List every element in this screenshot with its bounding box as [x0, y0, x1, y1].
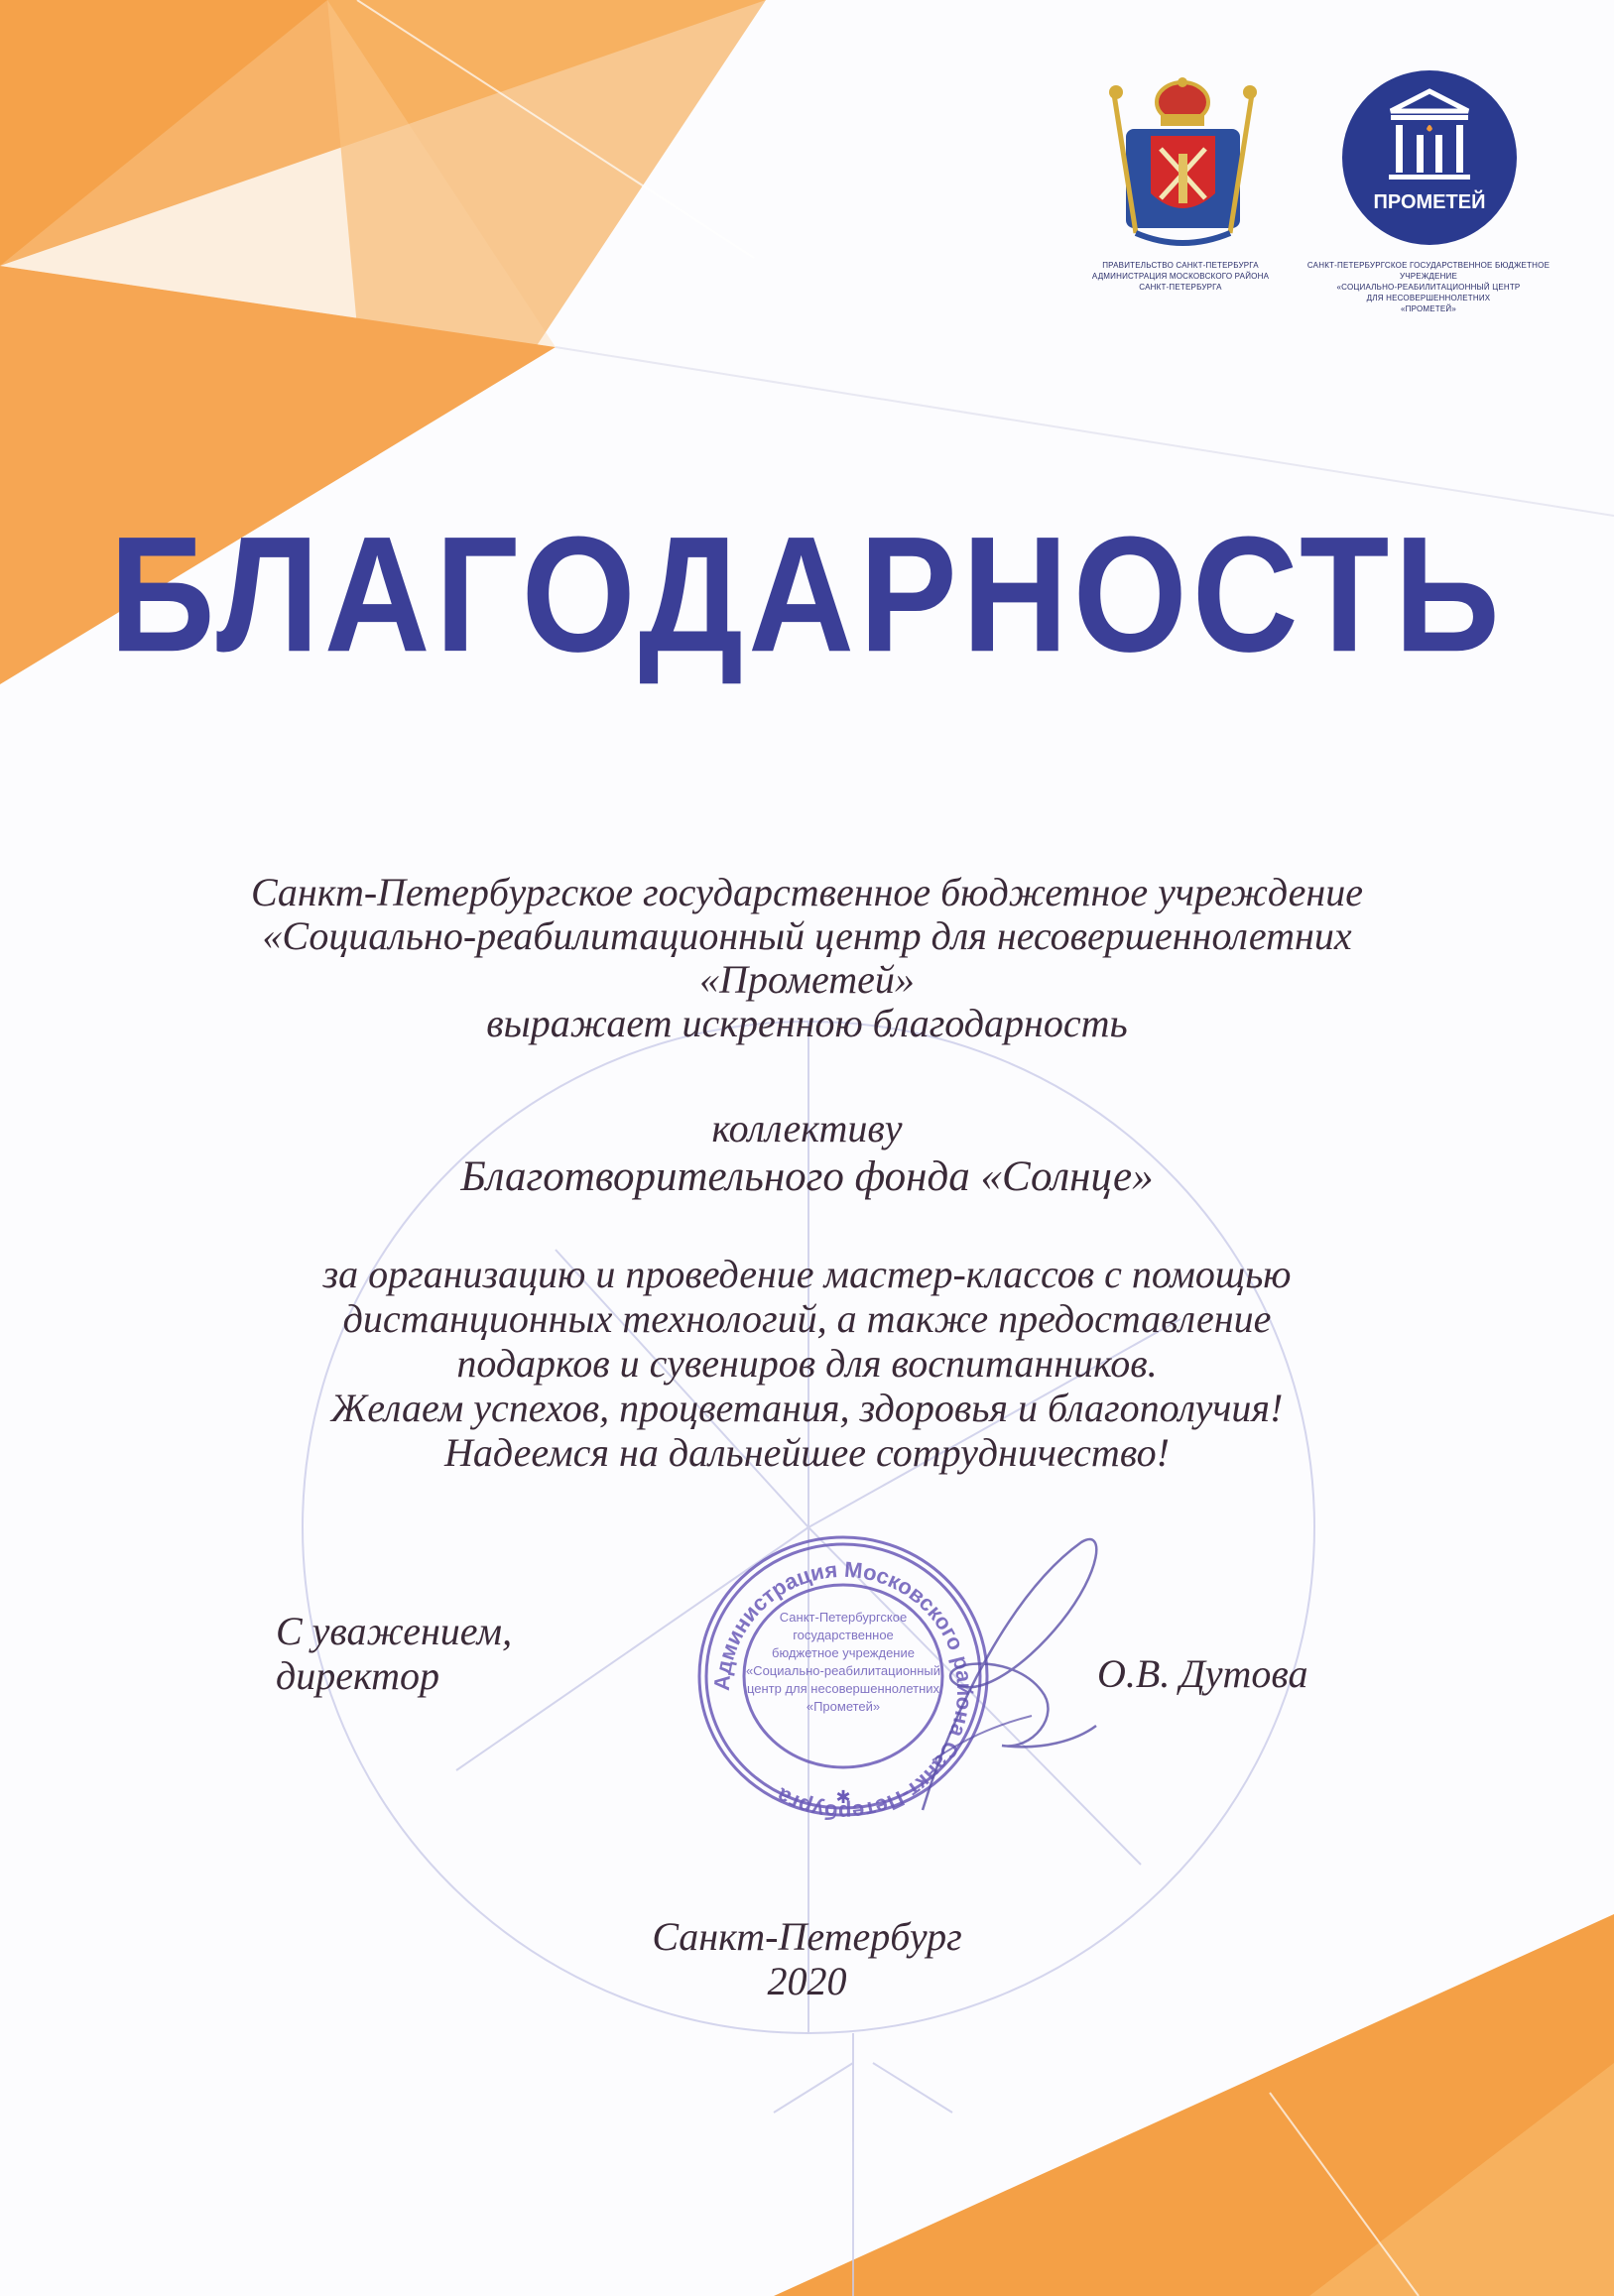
- institution-block: [0, 871, 1614, 1045]
- regards-text: С уважением,: [276, 1609, 513, 1653]
- prometheus-caption-line: «ПРОМЕТЕЙ»: [1400, 304, 1456, 313]
- reason-line: Надеемся на дальнейшее сотрудничество!: [444, 1430, 1170, 1475]
- government-caption-line: САНКТ-ПЕТЕРБУРГА: [1139, 283, 1222, 292]
- reason-line: Желаем успехов, процветания, здоровья и благополучия!: [330, 1386, 1284, 1430]
- stamp-inner-line: бюджетное учреждение: [772, 1645, 915, 1660]
- recipient-intro: коллективу: [711, 1106, 903, 1150]
- prometheus-caption-line: «СОЦИАЛЬНО-РЕАБИЛИТАЦИОННЫЙ ЦЕНТР: [1336, 283, 1521, 292]
- regards-block: [276, 1609, 512, 1698]
- position-text: директор: [276, 1653, 440, 1698]
- stamp-inner-line: «Социально-реабилитационный: [745, 1663, 941, 1678]
- reason-block: [0, 1252, 1614, 1475]
- page-title: БЛАГОДАРНОСТЬ: [109, 503, 1505, 687]
- institution-line: Санкт-Петербургское государственное бюджетное учреждение: [250, 870, 1364, 914]
- institution-line: «Прометей»: [699, 957, 915, 1002]
- reason-line: подарков и сувениров для воспитанников.: [456, 1341, 1158, 1386]
- st-petersburg-coat-of-arms-icon: [1106, 74, 1260, 253]
- director-name: О.В. Дутова: [1097, 1651, 1308, 1696]
- recipient-name: Благотворительного фонда «Солнце»: [460, 1153, 1154, 1200]
- stamp-inner-line: «Прометей»: [806, 1699, 881, 1714]
- stamp-inner-line: государственное: [793, 1628, 894, 1642]
- stamp-inner-line: Санкт-Петербургское: [779, 1610, 908, 1625]
- stamp-inner-line: центр для несовершеннолетних: [746, 1681, 940, 1696]
- stamp-ring-text-path: Администрация Московского района Санкт-Петербурга: [708, 1556, 978, 1825]
- handwritten-signature: [893, 1512, 1111, 1840]
- stamp-star-icon: ✱: [835, 1787, 851, 1807]
- prometheus-logo-icon: [1341, 69, 1518, 246]
- footer-city: Санкт-Петербург: [652, 1914, 962, 1959]
- prometheus-logo-text: ПРОМЕТЕЙ: [1373, 191, 1486, 213]
- government-caption: [1076, 260, 1285, 293]
- footer-block: [0, 1914, 1614, 2003]
- reason-line: дистанционных технологий, а также предоставление: [342, 1296, 1272, 1341]
- institution-line: выражает искренною благодарность: [486, 1001, 1128, 1045]
- prometheus-caption-line: САНКТ-ПЕТЕРБУРГСКОЕ ГОСУДАРСТВЕННОЕ БЮДЖЕТНОЕ УЧРЕЖДЕНИЕ: [1306, 261, 1551, 281]
- government-caption-line: АДМИНИСТРАЦИЯ МОСКОВСКОГО РАЙОНА: [1091, 272, 1270, 281]
- footer-year: 2020: [767, 1959, 847, 2003]
- prometheus-caption-line: ДЛЯ НЕСОВЕРШЕННОЛЕТНИХ: [1366, 294, 1491, 302]
- prometheus-caption: [1290, 260, 1567, 314]
- reason-line: за организацию и проведение мастер-классов с помощью: [322, 1252, 1292, 1296]
- institution-line: «Социально-реабилитационный центр для несовершеннолетних: [262, 913, 1352, 958]
- government-caption-line: ПРАВИТЕЛЬСТВО САНКТ-ПЕТЕРБУРГА: [1102, 261, 1259, 270]
